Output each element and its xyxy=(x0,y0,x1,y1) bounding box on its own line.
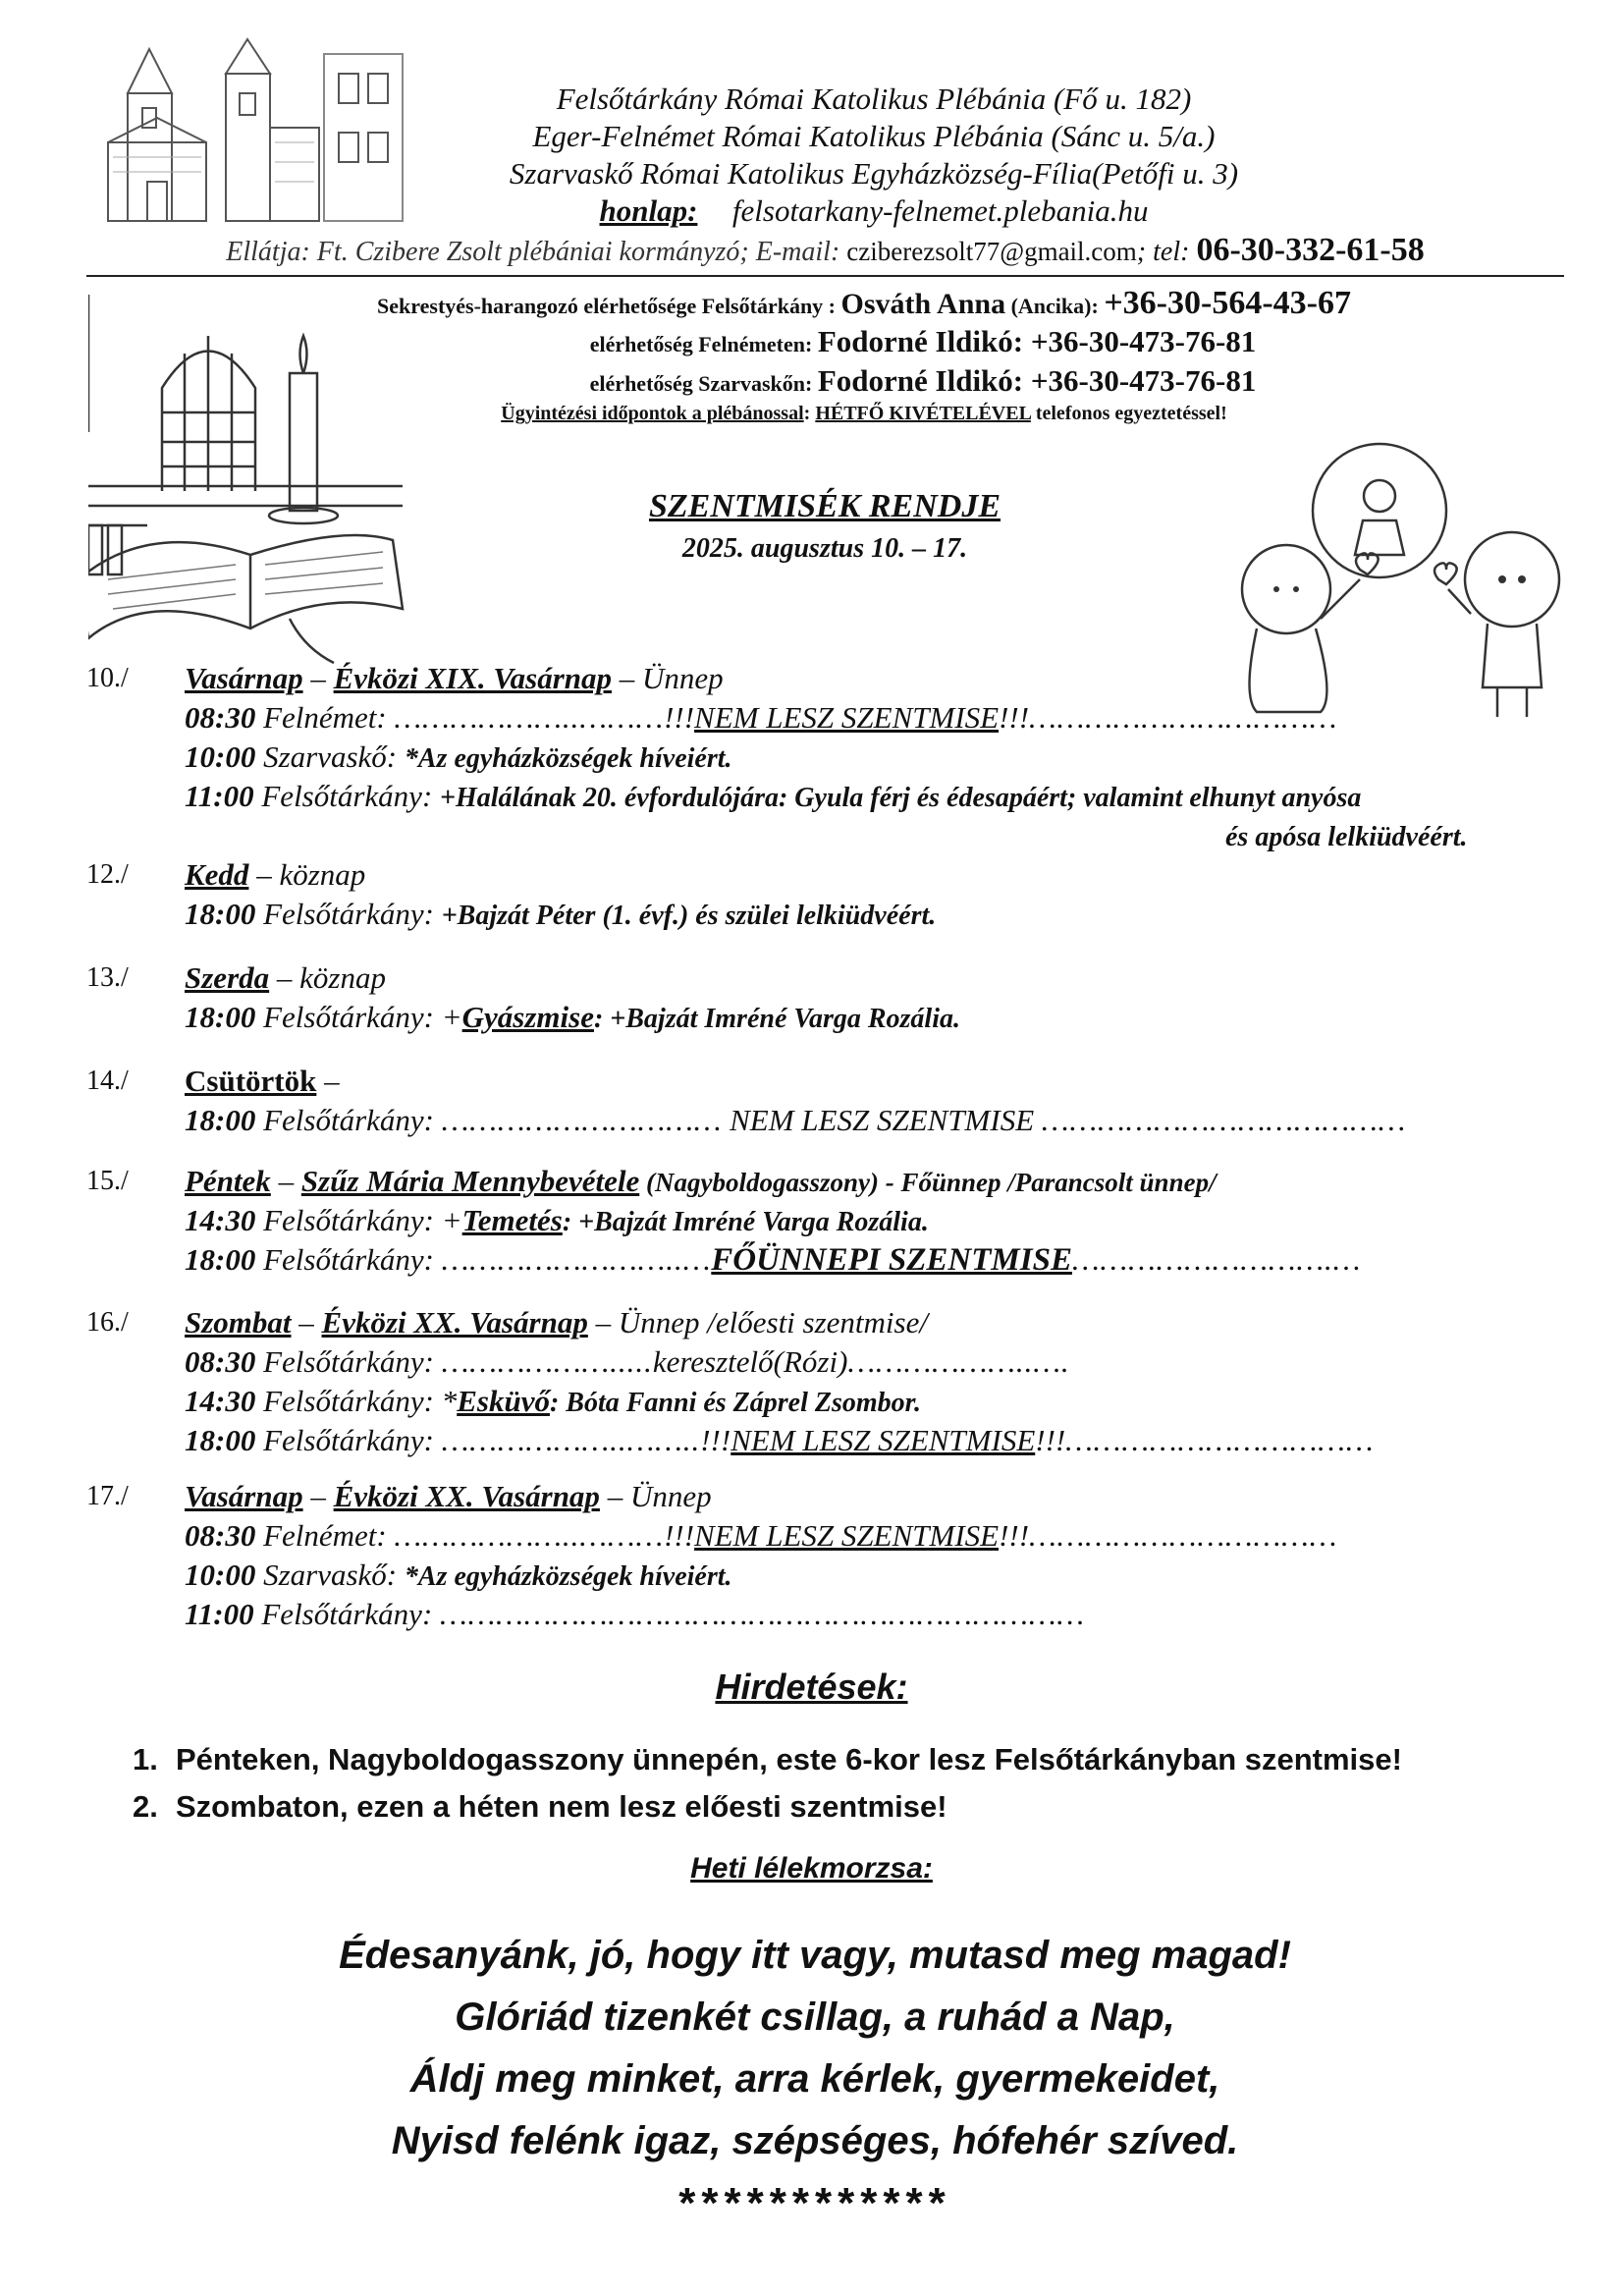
announcement-item: 1. Pénteken, Nagyboldogasszony ünnepén, este 6-kor lesz Felsőtárkányban szentmise! xyxy=(133,1742,1402,1777)
church-illustration xyxy=(98,34,422,231)
sacristan-phone: +36-30-564-43-67 xyxy=(1104,285,1351,321)
mass-line: 14:30 Felsőtárkány: +Temetés: +Bajzát Imréné Varga Rozália. xyxy=(185,1203,929,1237)
sacristan-contact: Sekrestyés-harangozó elérhetősége Felsőtárkány : Osváth Anna (Ancika): +36-30-564-43-67 xyxy=(377,285,1351,321)
day-heading: Vasárnap – Évközi XX. Vasárnap – Ünnep xyxy=(185,1479,712,1513)
announcement-item: 2. Szombaton, ezen a héten nem lesz előesti szentmise! xyxy=(133,1789,947,1824)
stars-divider: ************ xyxy=(678,2179,951,2227)
poem-line: Nyisd felénk igaz, szépséges, hófehér szíved. xyxy=(391,2119,1239,2162)
office-hours: Ügyintézési időpontok a plébánossal: HÉTFŐ KIVÉTELÉVEL telefonos egyeztetéssel! xyxy=(501,403,1227,424)
mass-line: 18:00 Felsőtárkány: +Gyászmise: +Bajzát Imréné Varga Rozália. xyxy=(185,1000,960,1034)
day-heading: Péntek – Szűz Mária Mennybevétele (Nagyboldogasszony) - Főünnep /Parancsolt ünnep/ xyxy=(185,1164,1217,1198)
mass-line-continued: és apósa lelkiüdvéért. xyxy=(1225,822,1468,852)
window-candle-book-illustration xyxy=(88,295,412,668)
day-heading: Csütörtök – xyxy=(185,1064,340,1098)
mass-line: 10:00 Szarvaskő: *Az egyházközségek híveiért. xyxy=(185,739,732,774)
homepage-line xyxy=(432,192,1316,229)
mass-line: 18:00 Felsőtárkány: ……………………..…FŐÜNNEPI SZENTMISE……………………….… xyxy=(185,1242,1362,1278)
mass-line: 18:00 Felsőtárkány: +Bajzát Péter (1. évf.) és szülei lelkiüdvéért. xyxy=(185,897,937,931)
weekly-title: Heti lélekmorzsa: xyxy=(690,1852,933,1885)
mass-line: 08:30 Felnémet: ………………..………!!!NEM LESZ SZENTMISE!!!…………………………… xyxy=(185,700,1338,735)
mass-line: 14:30 Felsőtárkány: *Esküvő: Bóta Fanni és Záprel Zsombor. xyxy=(185,1384,922,1418)
mass-line: 08:30 Felnémet: ………………..………!!!NEM LESZ SZENTMISE!!!…………………………… xyxy=(185,1518,1338,1553)
parish-phone: 06-30-332-61-58 xyxy=(1196,232,1425,268)
children-illustration xyxy=(1198,442,1581,727)
schedule-dates: 2025. augusztus 10. – 17. xyxy=(681,533,968,564)
header-divider xyxy=(86,275,1564,277)
homepage-link[interactable]: felsotarkany-felnemet.plebania.hu xyxy=(731,193,1149,228)
administrator-line: Ellátja: Ft. Czibere Zsolt plébániai kormányzó; E-mail: cziberezsolt77@gmail.com; tel: 06-30-332-61-58 xyxy=(226,232,1425,268)
schedule-title: SZENTMISÉK RENDJE xyxy=(648,488,1001,524)
parish-szarvasko: Szarvaskő Római Katolikus Egyházközség-Fília(Petőfi u. 3) xyxy=(509,156,1239,191)
day-heading: Szombat – Évközi XX. Vasárnap – Ünnep /előesti szentmise/ xyxy=(185,1305,928,1339)
mass-line: 18:00 Felsőtárkány: ………………..……..!!!NEM LESZ SZENTMISE!!!…………………………… xyxy=(185,1423,1375,1457)
poem-line: Édesanyánk, jó, hogy itt vagy, mutasd meg magad! xyxy=(339,1934,1291,1977)
felnemet-contact: elérhetőség Felnémeten: Fodorné Ildikó: +36-30-473-76-81 xyxy=(589,324,1257,358)
parish-eger-felnemet: Eger-Felnémet Római Katolikus Plébánia (Sánc u. 5/a.) xyxy=(532,119,1216,153)
poem-line: Áldj meg minket, arra kérlek, gyermekeidet, xyxy=(409,2057,1220,2101)
day-heading: Szerda – köznap xyxy=(185,960,386,995)
mass-line: 11:00 Felsőtárkány: +Halálának 20. évfordulójára: Gyula férj és édesapáért; valamint elhunyt anyósa xyxy=(185,779,1362,813)
day-heading: Vasárnap – Évközi XIX. Vasárnap – Ünnep xyxy=(185,661,724,695)
day-heading: Kedd – köznap xyxy=(185,857,366,892)
parish-felsotarkany: Felsőtárkány Római Katolikus Plébánia (Fő u. 182) xyxy=(556,82,1192,116)
mass-line: 10:00 Szarvaskő: *Az egyházközségek híveiért. xyxy=(185,1558,732,1592)
email-link[interactable]: cziberezsolt77@gmail.com xyxy=(846,237,1137,266)
poem-line: Glóriád tizenkét csillag, a ruhád a Nap, xyxy=(455,1995,1175,2039)
announcements-title: Hirdetések: xyxy=(715,1667,908,1707)
szarvasko-contact: elérhetőség Szarvaskőn: Fodorné Ildikó: +36-30-473-76-81 xyxy=(589,363,1257,398)
homepage-label: honlap: xyxy=(599,193,698,228)
day-number: 10./ xyxy=(86,663,129,693)
mass-line: 11:00 Felsőtárkány: …………………………………………………………… xyxy=(185,1597,1085,1631)
mass-line: 18:00 Felsőtárkány: ………………………… NEM LESZ SZENTMISE ………………………………… xyxy=(185,1103,1407,1137)
mass-line: 08:30 Felsőtárkány: ……………….....keresztelő(Rózi)………………..…. xyxy=(185,1344,1070,1379)
